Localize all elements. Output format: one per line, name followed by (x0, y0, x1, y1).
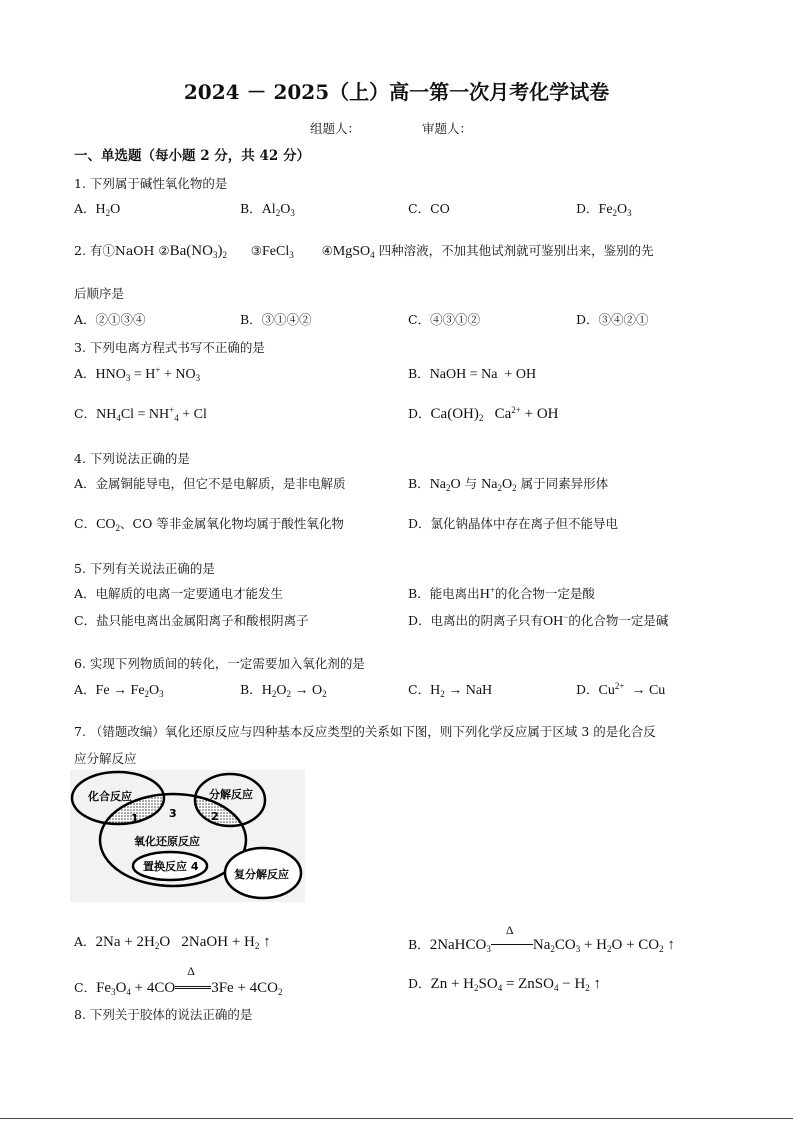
page-bottom-rule (0, 1118, 793, 1119)
question-3-stem: 3. 下列电离方程式书写不正确的是 (74, 340, 265, 355)
question-2-stem: 2. 有①NaOH $②Ba(NO_3)_2$ ③FeCl$_3$ ④MgSO$_4$ 四种溶液，不加其他试剂就可鉴别出来，鉴别的先 (74, 243, 654, 260)
q4-option-b[interactable]: B．$Na_2O$ 与 $Na_2O_2$ 属于同素异形体 (408, 476, 609, 493)
question-8-stem: 8. 下列关于胶体的说法正确的是 (74, 1007, 253, 1022)
q4-option-a[interactable]: A．金属铜能导电，但它不是电解质，是非电解质 (74, 476, 346, 491)
q3-option-c[interactable]: C．$NH_4Cl = NH^+_4 + Cl$ (74, 405, 207, 423)
composer-label: 组题人： (310, 121, 361, 136)
q3-option-d[interactable]: D．$Ca(OH)_2$ $Ca^{2+}$ + OH (408, 405, 559, 423)
q6-option-c[interactable]: C．$H_2$ → NaH (408, 682, 493, 699)
q3-option-a[interactable]: A．$HNO_3 = H^+ + NO_3$ (74, 365, 201, 383)
exam-title: 2024 － 2025（上）高一第一次月考化学试卷 (183, 80, 610, 104)
question-7-stem-cont: 应分解反应 (74, 751, 137, 766)
q2-option-c[interactable]: C．④③①② (408, 312, 481, 327)
question-6-stem: 6. 实现下列物质间的转化，一定需要加入氧化剂的是 (74, 656, 365, 671)
q2-option-a[interactable]: A．②①③④ (74, 312, 146, 327)
region-1-label: 1 (131, 812, 139, 825)
q1-option-d[interactable]: D．$Fe_2O_3$ (576, 201, 632, 218)
q1-option-a[interactable]: A．$H_2O$ (74, 201, 121, 218)
q7-option-c[interactable]: C．$Fe_3O_4 + 4CO$ Δ $3Fe + 4CO_2$ (74, 964, 283, 997)
region-3-label: 3 (169, 807, 177, 820)
q6-option-a[interactable]: A．$Fe \to Fe_2O_3$ (74, 682, 164, 699)
q5-option-b[interactable]: B．能电离出H+的化合物一定是酸 (408, 585, 595, 602)
question-4-stem: 4. 下列说法正确的是 (74, 451, 190, 466)
question-2-stem-cont: 后顺序是 (74, 286, 125, 301)
q7-option-b[interactable]: B．2NaHCO$_3$ Δ $Na_2CO_3 + H_2O + CO_2$ ↑ (408, 923, 675, 954)
q6-option-d[interactable]: D．$Cu^{2+} \to Cu$ (576, 681, 666, 698)
q5-option-c[interactable]: C．盐只能电离出金属阳离子和酸根阴离子 (74, 613, 309, 628)
redox-label: 氧化还原反应 (134, 835, 200, 848)
q7-option-d[interactable]: D．$Zn + H_2SO_4$ = ZnSO$_4$ − $H_2$ ↑ (408, 976, 602, 993)
region-2-label: 2 (211, 810, 219, 823)
question-1-stem: 1. 下列属于碱性氧化物的是 (74, 176, 228, 191)
double-decomposition-label: 复分解反应 (234, 868, 289, 881)
decomposition-label: 分解反应 (209, 788, 253, 801)
q3-option-b[interactable]: B．NaOH = Na + OH (408, 366, 537, 382)
q5-option-d[interactable]: D．电离出的阴离子只有OH−的化合物一定是碱 (408, 612, 669, 629)
q7-option-a[interactable]: A．$2Na + 2H_2O$ 2NaOH + $H_2$ ↑ (74, 934, 271, 951)
q1-option-c[interactable]: C．CO (408, 201, 450, 216)
q6-option-b[interactable]: B．$H_2O_2 \to O_2$ (240, 682, 327, 699)
question-7-stem: 7. （错题改编）氧化还原反应与四种基本反应类型的关系如下图，则下列化学反应属于区域 3 的是化合反 (74, 724, 656, 739)
section-heading: 一、单选题（每小题 2 分，共 42 分） (74, 148, 310, 164)
q5-option-a[interactable]: A．电解质的电离一定要通电才能发生 (74, 586, 284, 601)
q4-option-d[interactable]: D．氯化钠晶体中存在离子但不能导电 (408, 516, 619, 531)
q2-option-d[interactable]: D．③④②① (576, 312, 649, 327)
reaction-venn-diagram (70, 770, 305, 902)
q1-option-b[interactable]: B．$Al_2O_3$ (240, 201, 295, 218)
question-5-stem: 5. 下列有关说法正确的是 (74, 561, 215, 576)
combination-label: 化合反应 (88, 790, 132, 803)
displacement-label: 置换反应 4 (143, 860, 199, 873)
q4-option-c[interactable]: C．$CO_2$、CO 等非金属氧化物均属于酸性氧化物 (74, 516, 344, 533)
q2-option-b[interactable]: B．③①④② (240, 312, 312, 327)
reviewer-label: 审题人： (422, 121, 473, 136)
